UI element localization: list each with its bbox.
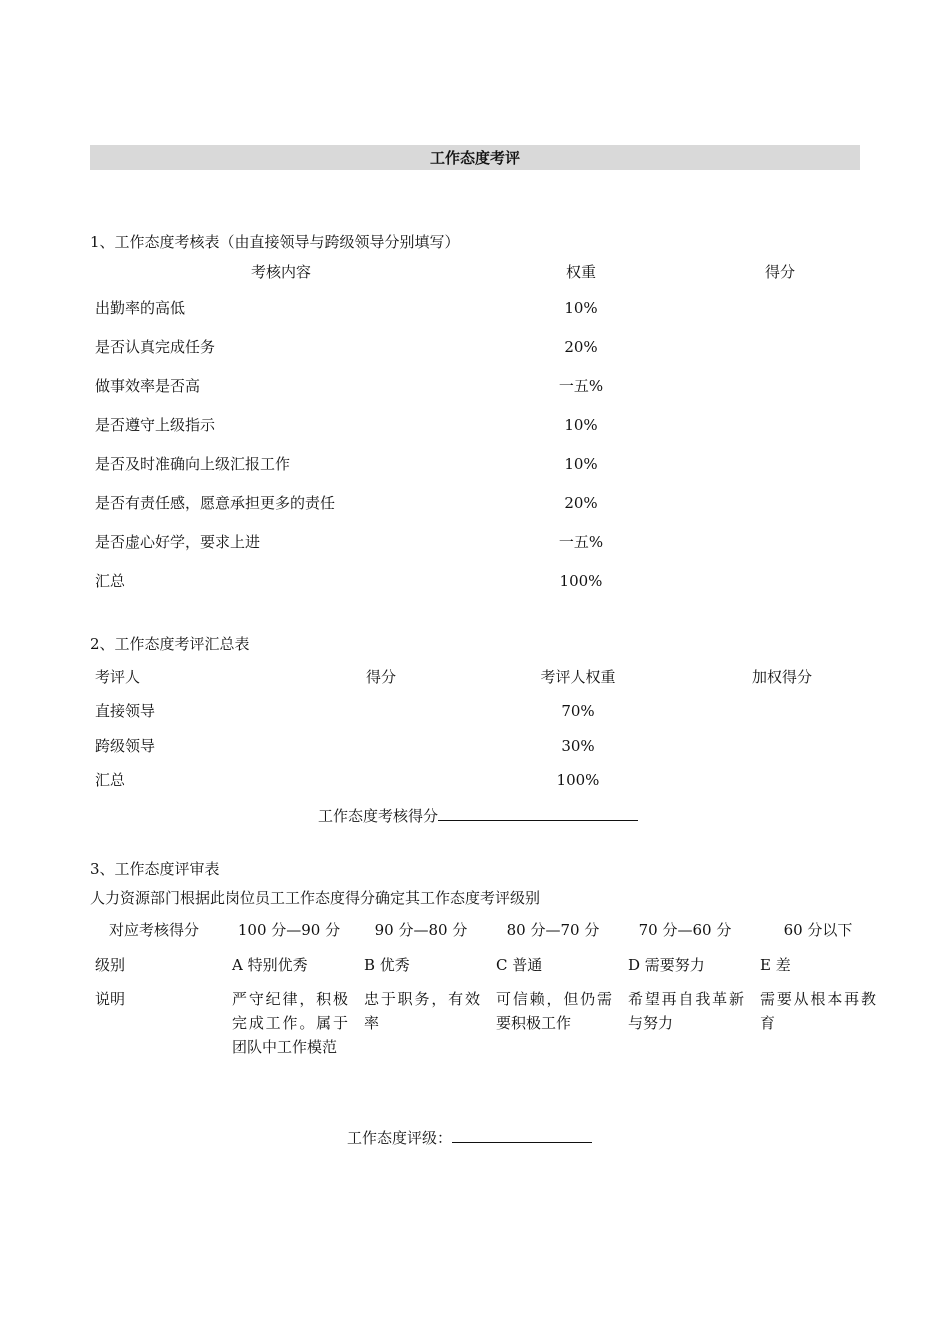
rating-blank[interactable]	[452, 1128, 592, 1143]
table-row-weight: 20%	[564, 494, 598, 512]
s3-range-b: 90 分—80 分	[374, 921, 468, 939]
s2-header-weight: 考评人权重	[540, 668, 616, 686]
table-row-weight: 30%	[561, 737, 595, 755]
s3-level-c: C 普通	[496, 956, 543, 974]
table-row-weight: 100%	[556, 771, 600, 789]
table-row-weight: 100%	[559, 572, 603, 590]
table-row-weight: 10%	[564, 299, 598, 317]
table-row-weight: 一五%	[558, 533, 604, 551]
table-row-weight: 一五%	[558, 377, 604, 395]
score-blank[interactable]	[438, 806, 638, 821]
table-row-item: 汇总	[95, 572, 126, 590]
s3-desc-label: 说明	[95, 990, 126, 1008]
table-row-weight: 10%	[564, 455, 598, 473]
s1-header-weight: 权重	[565, 263, 597, 281]
s3-score-label: 对应考核得分	[108, 921, 200, 939]
s3-desc-d: 希望再自我革新与努力	[628, 990, 744, 1032]
score-label: 工作态度考核得分	[318, 807, 439, 825]
s2-header-weighted-score: 加权得分	[751, 668, 813, 686]
s3-level-d: D 需要努力	[628, 956, 705, 974]
s3-desc-b: 忠于职务，有效率	[364, 990, 480, 1032]
s1-header-score: 得分	[764, 263, 796, 281]
table-row-rater: 直接领导	[95, 702, 156, 720]
table-row-item: 是否遵守上级指示	[95, 416, 216, 434]
s3-level-label: 级别	[95, 956, 126, 974]
s1-header-item: 考核内容	[250, 263, 312, 281]
table-row-item: 做事效率是否高	[95, 377, 201, 395]
table-row-rater: 汇总	[95, 771, 126, 789]
table-row-item: 是否及时准确向上级汇报工作	[95, 455, 291, 473]
table-row-weight: 10%	[564, 416, 598, 434]
s3-desc-e: 需要从根本再教育	[760, 990, 876, 1032]
score-line	[318, 806, 638, 824]
s2-header-score: 得分	[365, 668, 397, 686]
s3-level-b: B 优秀	[364, 956, 410, 974]
rating-line	[347, 1128, 592, 1146]
section2-heading: 2、工作态度考评汇总表	[90, 635, 250, 653]
table-row-item: 是否有责任感，愿意承担更多的责任	[95, 494, 336, 512]
page-title: 工作态度考评	[90, 145, 860, 170]
s3-desc-c: 可信赖，但仍需要积极工作	[496, 990, 612, 1032]
table-row-weight: 70%	[561, 702, 595, 720]
s3-range-c: 80 分—70 分	[506, 921, 600, 939]
table-row-item: 是否虚心好学，要求上进	[95, 533, 261, 551]
table-row-rater: 跨级领导	[95, 737, 156, 755]
rating-label: 工作态度评级：	[347, 1129, 453, 1147]
table-row-item: 出勤率的高低	[95, 299, 186, 317]
s3-level-a: A 特别优秀	[232, 956, 308, 974]
table-row-item: 是否认真完成任务	[95, 338, 216, 356]
s3-range-d: 70 分—60 分	[638, 921, 732, 939]
table-row-weight: 20%	[564, 338, 598, 356]
s3-level-e: E 差	[760, 956, 791, 974]
s3-desc-a: 严守纪律，积极完成工作。属于团队中工作模范	[232, 990, 348, 1056]
section3-heading: 3、工作态度评审表	[90, 860, 220, 878]
s3-range-e: 60 分以下	[783, 921, 853, 939]
s2-header-rater: 考评人	[95, 668, 141, 686]
s3-range-a: 100 分—90 分	[237, 921, 341, 939]
section1-heading: 1、工作态度考核表（由直接领导与跨级领导分别填写）	[90, 233, 460, 251]
section3-intro: 人力资源部门根据此岗位员工工作态度得分确定其工作态度考评级别	[90, 889, 541, 907]
